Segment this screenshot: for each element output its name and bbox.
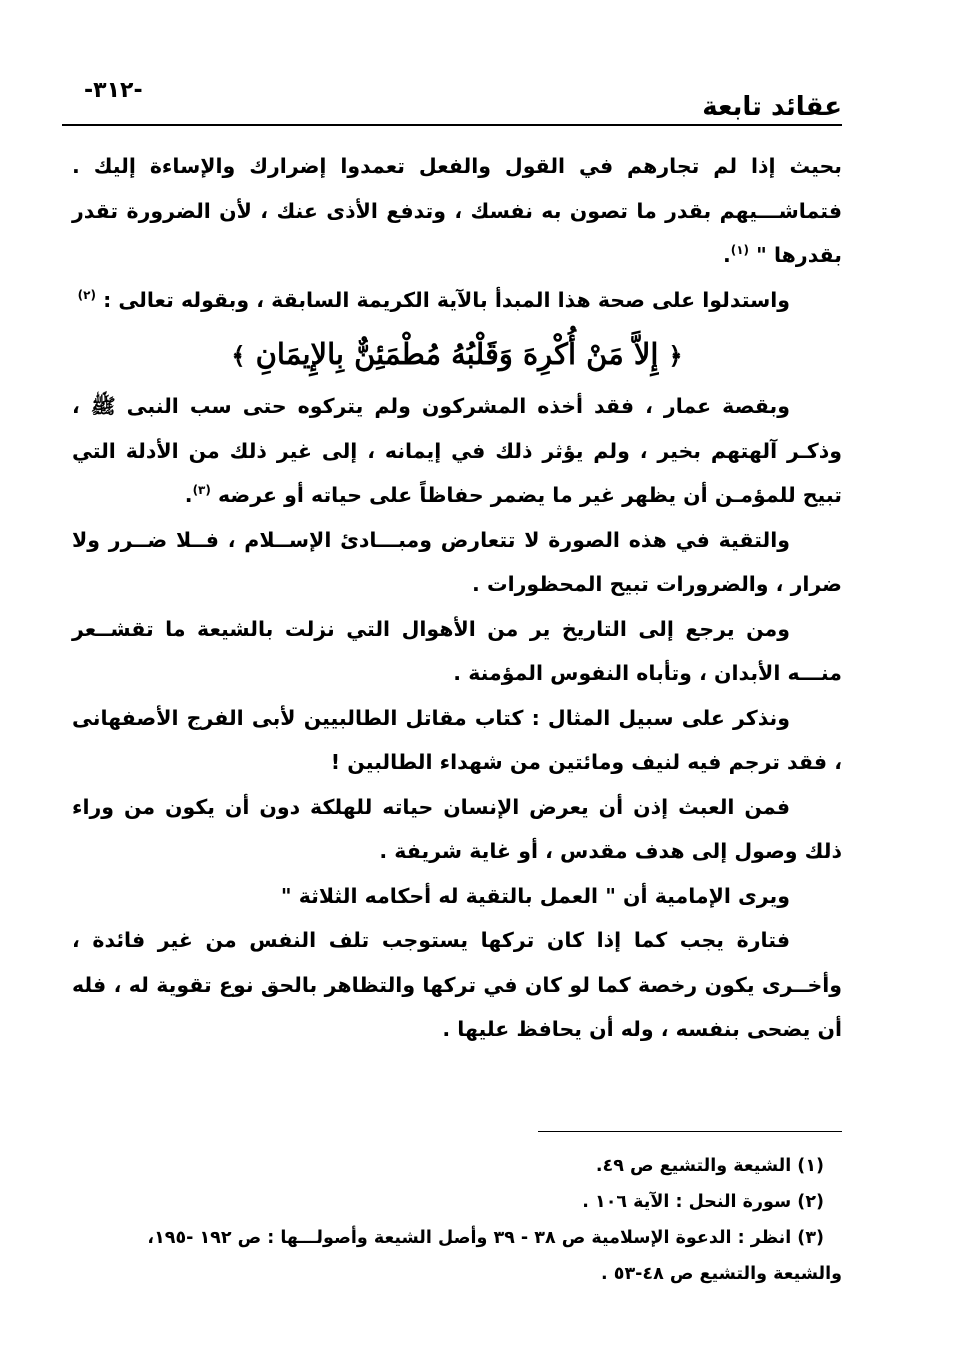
paragraph-4: والتقية في هذه الصورة لا تتعارض ومبـــادئ الإســلام ، فــلا ضــرر ولا ضرار ، والضرورات تبيح المحظورات . [72, 527, 842, 596]
paragraph-2 [72, 278, 842, 323]
paragraph-6: ونذكر على سبيل المثال : كتاب مقاتل الطالبيين لأبى الفرج الأصفهانى ، فقد ترجم فيه لنيف ومائتين من شهداء الطالبين ! [72, 705, 842, 774]
page-number: -٣١٢- [84, 78, 143, 103]
verse-bracket-open: ﴿ [668, 341, 683, 370]
paragraph-1-text: بحيث إذا لم تجارهم في القول والفعل تعمدوا إضرارك والإساءة إليك . فتماشـــيهم بقدر ما تصون به نفسك ، وتدفع الأذى عنك ، لأن الضرورة تقدر بقدرها " [72, 154, 842, 267]
paragraph-9: فتارة يجب كما إذا كان تركها يستوجب تلف النفس من غير فائدة ، وأخــرى يكون رخصة كما لو كان في تركها والتظاهر بالحق نوع تقوية له ، فله أن يضحى بنفسه ، وله أن يحافظ عليها . [72, 928, 842, 1041]
body-text [72, 144, 842, 1052]
paragraph-1 [72, 144, 842, 278]
footnote-marker-3: (٣) [192, 483, 211, 498]
paragraph-1-end: . [722, 243, 731, 267]
paragraph-3 [72, 384, 842, 518]
paragraph-8: ويرى الإمامية أن " العمل بالتقية له أحكامه الثلاثة " [280, 883, 790, 908]
paragraph-5: ومن يرجع إلى التاريخ ير من الأهوال التي نزلت بالشيعة ما تقشــعر منـــه الأبدان ، وتأباه النفوس المؤمنة . [72, 616, 842, 685]
header-rule [62, 124, 842, 126]
footnote-3-continued: والشيعة والتشيع ص ٤٨-٥٣ . [601, 1264, 842, 1284]
footnote-marker-1: (١) [730, 243, 750, 258]
quran-verse [72, 336, 842, 374]
verse-text: إِلاَّ مَنْ أُكْرِهَ وَقَلْبُهُ مُطْمَئِنٌّ بِالإِيمَانِ [255, 337, 659, 371]
footnote-marker-2: (٢) [77, 287, 96, 302]
verse-bracket-close: ﴾ [231, 341, 246, 370]
page-header [62, 78, 842, 124]
footnote-rule [538, 1131, 842, 1132]
footnote-3: (٣) انظر : الدعوة الإسلامية ص ٣٨ - ٣٩ وأصل الشيعة وأصولـــها : ص ١٩٢ -١٩٥، [147, 1228, 824, 1248]
paragraph-3-end: . [184, 483, 193, 507]
paragraph-7: فمن العبث إذن أن يعرض الإنسان حياته للهلكة دون أن يكون من وراء ذلك وصول إلى هدف مقدس ، أو غاية شريفة . [72, 794, 842, 863]
footnotes [72, 1148, 842, 1292]
running-title: عقائد تابعة [702, 92, 842, 122]
paragraph-3-text: وبقصة عمار ، فقد أخذه المشركون ولم يتركوه حتى سب النبى ﷺ ، وذكـر آلهتهم بخير ، ولم يؤثر ذلك في إيمانه ، إلى غير ذلك من الأدلة التي تبيح للمؤمـن أن يظهر غير ما يضمر حفاظاً على حياته أو عرضه [72, 394, 842, 507]
footnote-2: (٢) سورة النحل : الآية ١٠٦ . [582, 1192, 824, 1212]
paragraph-2-text: واستدلوا على صحة هذا المبدأ بالآية الكريمة السابقة ، وبقوله تعالى : [103, 287, 790, 312]
footnote-1: (١) الشيعة والتشيع ص ٤٩. [595, 1156, 824, 1176]
